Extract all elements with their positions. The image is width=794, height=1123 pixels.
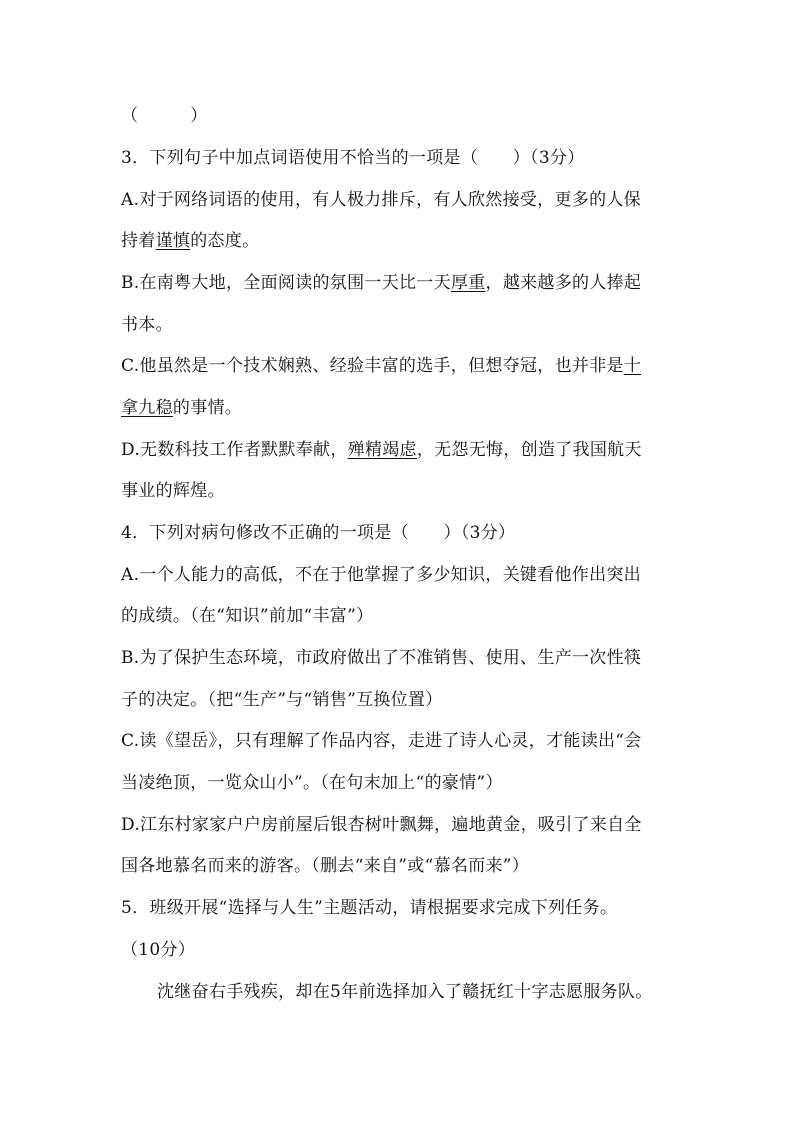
option-d-text: D.江东村家家户户房前屋后银杏树叶飘舞，遍地黄金，吸引了来自全 [121, 815, 642, 835]
question-3-text: 3．下列句子中加点词语使用不恰当的一项是（ ）（3分） [121, 148, 585, 168]
answer-blank-line [121, 101, 681, 131]
question-4-option-b-line-1 [121, 643, 681, 673]
option-b-text: B.为了保护生态环境，市政府做出了不准销售、使用、生产一次性筷 [121, 648, 642, 668]
question-4-option-a-line-1 [121, 560, 681, 590]
question-5-text: 5．班级开展“选择与人生”主题活动，请根据要求完成下列任务。 [121, 898, 618, 918]
question-3-option-a-line-2 [121, 226, 681, 256]
question-3-option-b-line-1 [121, 268, 681, 298]
option-a-text-continued: 的成绩。（在“知识”前加“丰富”） [121, 606, 374, 626]
question-5-points: （10分） [121, 940, 196, 960]
option-d-text-continued: 事业的辉煌。 [121, 481, 225, 501]
question-5-stem [121, 893, 681, 923]
question-4-option-d-line-2 [121, 851, 681, 881]
underlined-word-jinshen: 谨慎 [155, 231, 191, 251]
question-4-text: 4．下列对病句修改不正确的一项是（ ）（3分） [121, 523, 516, 543]
question-5-score [121, 935, 681, 965]
option-b-text-continued: 子的决定。（把“生产”与“销售”互换位置） [121, 690, 443, 710]
question-3-option-d-line-2 [121, 476, 681, 506]
option-c-text: C.读《望岳》，只有理解了作品内容，走进了诗人心灵，才能读出“会 [121, 731, 642, 751]
option-b-text-start: B.在南粤大地，全面阅读的氛围一天比一天 [121, 273, 451, 293]
question-4-option-b-line-2 [121, 685, 681, 715]
question-3-option-c-line-1 [121, 351, 681, 381]
option-c-text-continued: 当凌绝顶，一览众山小”。（在句末加上“的豪情”） [121, 773, 503, 793]
question-4-stem [121, 518, 681, 548]
option-d-text-start: D.无数科技工作者默默奉献， [121, 440, 348, 460]
answer-blank: （ ） [121, 106, 208, 126]
option-a-text: A.一个人能力的高低，不在于他掌握了多少知识，关键看他作出突出 [121, 565, 641, 585]
underlined-word-shi: 十 [623, 356, 642, 376]
question-4-option-c-line-1 [121, 726, 681, 756]
question-4-option-a-line-2 [121, 601, 681, 631]
underlined-word-danjingjielv: 殚精竭虑 [347, 440, 417, 460]
question-3-option-d-line-1 [121, 435, 681, 465]
passage-text: 沈继奋右手残疾，却在5年前选择加入了赣抚红十字志愿服务队。 [157, 982, 653, 1002]
option-d-text-end: ，无怨无悔，创造了我国航天 [416, 440, 642, 460]
question-3-option-a-line-1 [121, 185, 681, 215]
question-3-option-c-line-2 [121, 393, 681, 423]
option-c-text-end: 的事情。 [172, 398, 243, 418]
option-c-text-start: C.他虽然是一个技术娴熟、经验丰富的选手，但想夺冠，也并非是 [121, 356, 624, 376]
option-d-text-continued: 国各地慕名而来的游客。（删去“来自”或“慕名而来”） [121, 856, 530, 876]
passage-paragraph [157, 977, 717, 1007]
question-3-stem [121, 143, 681, 173]
option-a-text-end: 的态度。 [190, 231, 260, 251]
option-a-text: A.对于网络词语的使用，有人极力排斥，有人欣然接受，更多的人保 [121, 190, 641, 210]
option-a-text-start: 持着 [121, 231, 156, 251]
question-4-option-c-line-2 [121, 768, 681, 798]
question-4-option-d-line-1 [121, 810, 681, 840]
underlined-word-najiuwen: 拿九稳 [121, 398, 173, 418]
option-b-text-end: ，越来越多的人捧起 [485, 273, 642, 293]
question-3-option-b-line-2 [121, 310, 681, 340]
underlined-word-houzhong: 厚重 [450, 273, 486, 293]
option-b-text-continued: 书本。 [121, 315, 173, 335]
